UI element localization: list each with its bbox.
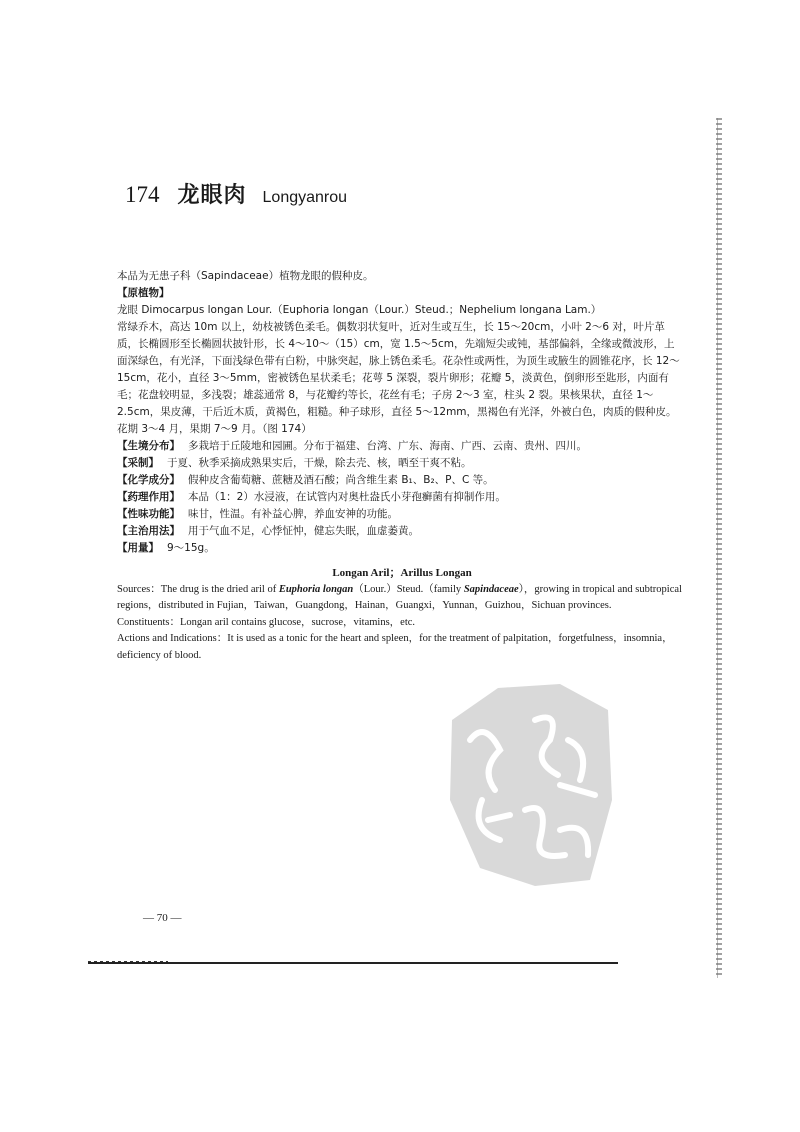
section-chemistry: 【化学成分】 假种皮含葡萄糖、蔗糖及酒石酸；尚含维生素 B₁、B₂、P、C 等。 bbox=[117, 474, 494, 486]
section-dosage: 【用量】 9～15g。 bbox=[117, 542, 215, 554]
english-title: Longan Aril；Arillus Longan bbox=[332, 567, 472, 579]
species-line: 龙眼 Dimocarpus longan Lour.（Euphoria longan（Lour.）Steud.；Nephelium longana Lam.） bbox=[117, 304, 602, 316]
english-constituents: Constituents：Longan aril contains glucose，sucrose，vitamins，etc. bbox=[117, 616, 416, 628]
entry-number: 174 bbox=[125, 182, 160, 207]
section-pharmacology: 【药理作用】 本品（1：2）水浸液，在试管内对奥杜盎氏小芽孢癣菌有抑制作用。 bbox=[117, 491, 506, 503]
section-habitat: 【生境分布】 多栽培于丘陵地和园圃。分布于福建、台湾、广东、海南、广西、云南、贵州、四川。 bbox=[117, 440, 587, 452]
section-properties: 【性味功能】 味甘，性温。有补益心脾，养血安神的功能。 bbox=[117, 508, 398, 520]
section-collection: 【采制】 于夏、秋季采摘成熟果实后，干燥，除去壳、核，晒至干爽不粘。 bbox=[117, 457, 472, 469]
footer-rule bbox=[88, 962, 618, 964]
page-number: — 70 — bbox=[143, 912, 182, 924]
section-heading-plant: 【原植物】 bbox=[117, 287, 170, 299]
english-text-block bbox=[117, 565, 687, 664]
english-actions: Actions and Indications：It is used as a tonic for the heart and spleen，for the treatment of palpitation，forgetfulness，insomnia，deficiency of blood. bbox=[117, 633, 673, 661]
entry-title-cn: 龙眼肉 bbox=[177, 183, 247, 208]
chinese-text-block bbox=[117, 268, 682, 557]
plant-description: 常绿乔木，高达 10m 以上，幼枝被锈色柔毛。偶数羽状复叶，近对生或互生，长 15～20cm，小叶 2～6 对，叶片革质，长椭圆形至长椭圆状披针形，长 4～10～（15）cm，宽 1.5～5cm，先端短尖或钝，基部偏斜，全缘或微波形，上面深绿色，有光泽，下面浅绿色带有白粉，中脉突起，脉上锈色柔毛。花杂性或两性，为顶生或腋生的圆锥花序，长 12～15cm，花小，直径 3～5mm，密被锈色星状柔毛；花萼 5 深裂，裂片卵形；花瓣 5，淡黄色，倒卵形至匙形，内面有毛；花盘较明显，多浅裂；雄蕊通常 8，与花瓣约等长，花丝有毛；子房 2～3 室，柱头 2 裂。果核果状，直径 1～2.5cm，果皮薄，干后近木质，黄褐色，粗糙。种子球形，直径 5～12mm，黑褐色有光泽，外被白色，肉质的假种皮。花期 3～4 月，果期 7～9 月。（图 174） bbox=[117, 321, 680, 435]
seal-stamp-watermark bbox=[440, 680, 615, 890]
scan-edge-line bbox=[717, 118, 718, 978]
entry-title-pinyin: Longyanrou bbox=[262, 189, 348, 206]
intro-text: 本品为无患子科（Sapindaceae）植物龙眼的假种皮。 bbox=[117, 270, 374, 282]
section-indications: 【主治用法】 用于气血不足，心悸怔忡，健忘失眠，血虚萎黄。 bbox=[117, 525, 419, 537]
entry-title bbox=[125, 178, 347, 209]
english-sources: Sources：The drug is the dried aril of Euphoria longan（Lour.）Steud.（family Sapindaceae），growing in tropical and subtropical regions，distributed in Fujian，Taiwan，Guangdong，Hainan，Guangxi，Yunnan，Guizhou，Sichuan provinces. bbox=[117, 583, 682, 611]
